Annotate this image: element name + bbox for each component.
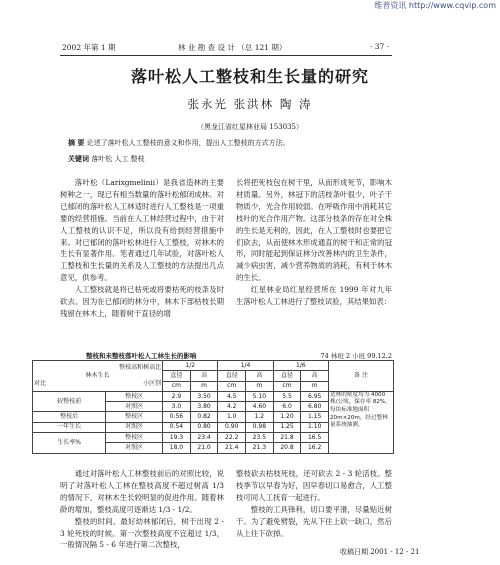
diag-plot-label: 小区别 bbox=[143, 379, 162, 387]
ratio-header: 1/6 bbox=[273, 361, 328, 371]
table-cell: 21.8 bbox=[273, 433, 301, 443]
paragraph: 落叶松（Larixgmelinii）是我省造林的主要树种之一，现已有相当数量的落叶松郁闭成林。对已郁闭的落叶松人工林适时进行人工整枝是一项重要的经营措施。当前在人工林经营过程中，由于对人工整枝的认识不足，所以没有给到经营措施中来。对已郁闭的落叶松林进行人工整枝，对林木的生长有显著作用。笔者通过几年试验，对落叶松人工整枝和生长量的关系及人工整枝的方法提出几点意见，供参考。 bbox=[60, 178, 224, 283]
table-cell: 4.5 bbox=[218, 391, 246, 401]
table-cell: 5.5 bbox=[273, 391, 301, 401]
abstract-label: 摘 要 bbox=[68, 139, 85, 147]
keywords bbox=[68, 154, 388, 164]
unit-cell: m bbox=[301, 381, 329, 391]
table-cell: 3.80 bbox=[190, 402, 218, 412]
remarks-cell: 造林的密度均为 4000 株/公顷，保存率 82%，每块标准地面积 20m×20m，经过整林量系统抽测。 bbox=[329, 391, 394, 453]
sub-header: 直径 bbox=[163, 371, 191, 381]
right-column bbox=[236, 177, 392, 308]
table-cell: 6.80 bbox=[301, 402, 329, 412]
header-rule bbox=[60, 55, 392, 56]
table-caption-location: 74 林班 2 小班 99.12.2 bbox=[320, 352, 392, 360]
table-cell: 20.8 bbox=[273, 443, 301, 453]
watermark: 维普资讯 http://www.cqvip.com bbox=[374, 1, 496, 10]
table-cell: 18.0 bbox=[163, 443, 191, 453]
table-cell: 1.15 bbox=[301, 412, 329, 422]
diag-growth-label: 林木生长 bbox=[85, 371, 110, 379]
table-cell: 23.4 bbox=[190, 433, 218, 443]
table-cell: 16.5 bbox=[301, 433, 329, 443]
table-cell: 5.10 bbox=[246, 391, 274, 401]
group-label: 一年生长 bbox=[33, 422, 106, 432]
sub-header: 高 bbox=[246, 371, 274, 381]
remarks-header: 备 注 bbox=[329, 361, 394, 392]
table-caption: 整枝和未整枝落叶松人工林生长的影响 bbox=[86, 352, 197, 360]
unit-cell: cm bbox=[273, 381, 301, 391]
left-column bbox=[60, 177, 224, 320]
area-label: 整枝区 bbox=[106, 412, 163, 422]
paragraph: 人工整枝就是将已枯死或将要枯死的枝条及时砍去。因为在已郁闭的林分中，林木下部枯枝长期残留在林木上，随着树干直径的增 bbox=[60, 285, 224, 318]
table-cell: 4.2 bbox=[218, 402, 246, 412]
ratio-header: 1/2 bbox=[163, 361, 218, 371]
table-cell: 1.10 bbox=[301, 422, 329, 432]
unit-cell: m bbox=[190, 381, 218, 391]
diag-ratio-label: 整枝高和树高比 bbox=[119, 363, 162, 371]
table-cell: 4.60 bbox=[246, 402, 274, 412]
table-cell: 23.5 bbox=[246, 433, 274, 443]
sub-header: 高 bbox=[301, 371, 329, 381]
table-cell: 0.82 bbox=[190, 412, 218, 422]
paragraph: 红星林业局红星经营所在 1999 年对九年生落叶松人工林进行了整枝试验，其结果如表： bbox=[236, 285, 392, 307]
table-cell: 6.0 bbox=[273, 402, 301, 412]
table-cell: 22.2 bbox=[218, 433, 246, 443]
table-cell: 3.50 bbox=[190, 391, 218, 401]
table-cell: 6.95 bbox=[301, 391, 329, 401]
area-label: 整枝区 bbox=[106, 433, 163, 443]
unit-cell: cm bbox=[163, 381, 191, 391]
paragraph: 整枝砍去枯枝死枝，还可砍去 2 - 3 轮活枝。整枝季节以早春为好，因早春切口易愈合，人工整枝可同人工抚育一起进行。 bbox=[236, 469, 392, 502]
abstract-text: 论述了落叶松人工整枝的意义和作用，提出人工整枝的方式方法。 bbox=[86, 139, 290, 147]
table-cell: 21.4 bbox=[218, 443, 246, 453]
paragraph: 整枝的工具锋利，切口要平滑，尽量贴近树干。为了避免劈裂，先从下往上砍一缺口，然后从上往下砍掉。 bbox=[236, 504, 392, 538]
ratio-header: 1/4 bbox=[218, 361, 273, 371]
table-cell: 0.54 bbox=[163, 422, 191, 432]
keywords-text: 落叶松 人工 整枝 bbox=[91, 155, 145, 163]
paper-title: 落叶松人工整枝和生长量的研究 bbox=[130, 67, 369, 86]
keywords-label: 关键词 bbox=[68, 155, 89, 163]
group-label: 生长率% bbox=[33, 433, 106, 454]
group-label: 较整枝前 bbox=[33, 391, 106, 412]
area-label: 整枝区 bbox=[106, 391, 163, 401]
affiliation: （黑龙江省红星林业局 153035） bbox=[197, 123, 303, 131]
area-label: 对照区 bbox=[106, 443, 163, 453]
abstract bbox=[68, 138, 388, 148]
table-cell: 1.0 bbox=[218, 412, 246, 422]
table-cell: 0.98 bbox=[246, 422, 274, 432]
sub-header: 高 bbox=[190, 371, 218, 381]
running-head-journal: 林 业 勘 查 设 计 （总 121 期） bbox=[178, 43, 287, 52]
table-cell: 21.3 bbox=[246, 443, 274, 453]
data-table bbox=[32, 360, 394, 454]
sub-header: 直径 bbox=[218, 371, 246, 381]
right-column-lower bbox=[236, 468, 392, 539]
table-cell: 0.80 bbox=[190, 422, 218, 432]
unit-cell: cm bbox=[218, 381, 246, 391]
unit-cell: m bbox=[246, 381, 274, 391]
paragraph: 长将把死枝包在树干里，从而形成死节，影响木材质量。另外，林冠下的活枝条叶很少，叶子干物质少，光合作用较弱。在呼吸作用中消耗其它枝叶的光合作用产物。这部分枝条的存在对全株的生长是无利的，因此，在人工整枝时也要把它们砍去，从而使林木形成通直的树干和正常的冠形，同时能起到保证林分改善林内的卫生条件，减少病虫害，减少营养物质的消耗，有利于林木的生长。 bbox=[236, 178, 392, 283]
table-cell: 0.56 bbox=[163, 412, 191, 422]
table-cell: 19.3 bbox=[163, 433, 191, 443]
running-head-issue: 2002 年第 1 期 bbox=[62, 43, 116, 52]
area-label: 对照区 bbox=[106, 422, 163, 432]
table-row bbox=[33, 391, 394, 401]
table-cell: 1.2 bbox=[246, 412, 274, 422]
received-date: 收稿日期 2001 - 12 - 21 bbox=[340, 548, 420, 556]
table-cell: 1.20 bbox=[273, 412, 301, 422]
left-column-lower bbox=[60, 468, 224, 551]
paragraph: 整枝的时间。最好幼林郁闭后，树干出现 2 - 3 轮死枝的时候。第一次整枝高度不宜超过 1/3，一般情况隔 5 - 6 年进行第二次整枝， bbox=[60, 516, 224, 550]
group-label: 整枝后 bbox=[33, 412, 106, 422]
page-number: · 37 · bbox=[370, 42, 390, 51]
table-cell: 3.0 bbox=[163, 402, 191, 412]
paragraph: 通过对落叶松人工林整枝前后的对照比较，说明了对落叶松人工林在整枝高度不超过树高 1/3 的情况下，对林木生长较明显的促进作用。随着林龄的增加，整枝高度可逐渐达 1/3 - 1/2。 bbox=[60, 469, 224, 514]
area-label: 对照区 bbox=[106, 402, 163, 412]
sub-header: 直径 bbox=[273, 371, 301, 381]
table-cell: 1.25 bbox=[273, 422, 301, 432]
authors: 张永光 张洪林 陶 涛 bbox=[187, 97, 313, 111]
table-cell: 21.0 bbox=[190, 443, 218, 453]
diag-compare-label: 对比 bbox=[34, 379, 47, 387]
table-diagonal-header bbox=[33, 361, 163, 392]
table-cell: 2.9 bbox=[163, 391, 191, 401]
table-cell: 16.2 bbox=[301, 443, 329, 453]
table-cell: 0.90 bbox=[218, 422, 246, 432]
